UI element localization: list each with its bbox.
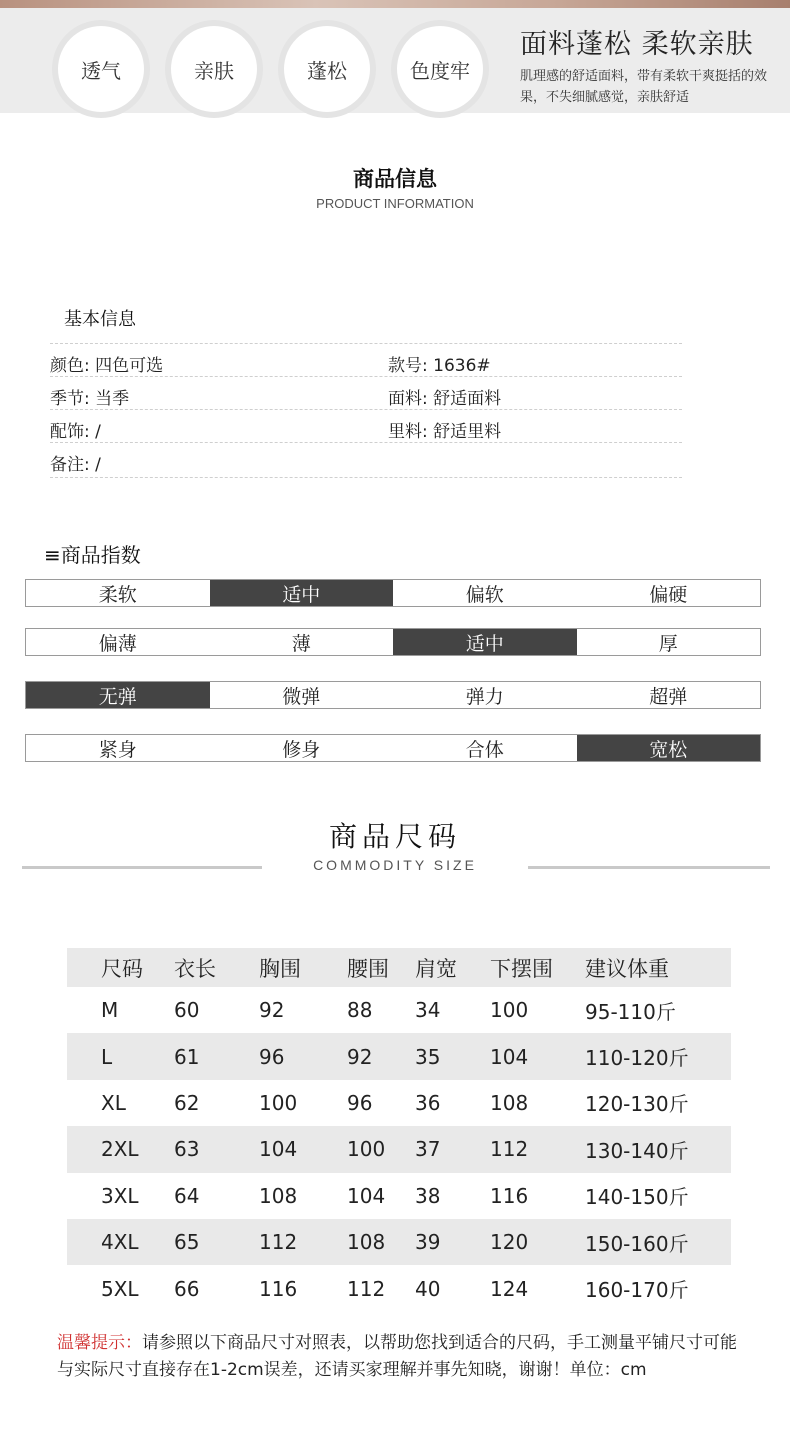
table-cell: 60 bbox=[174, 998, 200, 1023]
divider bbox=[50, 477, 682, 478]
info-accessory: 配饰: / bbox=[50, 422, 101, 442]
index-cell: 偏硬 bbox=[649, 583, 688, 606]
table-cell: 130-140斤 bbox=[585, 1126, 731, 1172]
table-cell: 63 bbox=[174, 1126, 259, 1172]
table-cell: 100 bbox=[490, 998, 529, 1023]
table-cell: 65 bbox=[174, 1219, 259, 1265]
table-cell: 95-110斤 bbox=[585, 999, 676, 1024]
table-row bbox=[67, 1219, 731, 1265]
table-cell: 5XL bbox=[101, 1276, 139, 1301]
tips-text: 请参照以下商品尺寸对照表，以帮助您找到适合的尺码，手工测量平铺尺寸可能与实际尺寸直接存在1-2cm误差，还请买家理解并事先知晓，谢谢！单位：cm bbox=[57, 1333, 737, 1380]
table-cell: 100 bbox=[259, 1090, 298, 1115]
table-cell: 96 bbox=[347, 1090, 373, 1115]
table-cell: 38 bbox=[415, 1183, 441, 1208]
table-cell: 120-130斤 bbox=[585, 1092, 689, 1117]
table-cell: 108 bbox=[347, 1219, 415, 1265]
size-table bbox=[67, 948, 731, 1312]
index-cell: 偏薄 bbox=[98, 632, 137, 655]
banner-title: 面料蓬松 柔软亲肤 bbox=[520, 29, 754, 60]
size-section-subtitle: COMMODITY SIZE bbox=[313, 857, 477, 873]
table-cell: XL bbox=[101, 1090, 126, 1115]
table-cell: L bbox=[67, 1033, 174, 1079]
feature-fluffy: 蓬松 bbox=[284, 26, 370, 112]
table-cell: 104 bbox=[490, 1033, 585, 1079]
index-row-elasticity bbox=[25, 681, 761, 709]
divider bbox=[50, 343, 682, 344]
index-cell: 适中 bbox=[210, 580, 394, 606]
index-cell: 修身 bbox=[282, 738, 321, 761]
table-header-cell: 衣长 bbox=[174, 948, 259, 987]
index-cell: 薄 bbox=[291, 632, 311, 655]
table-cell: 88 bbox=[347, 998, 373, 1023]
feature-colorfast: 色度牢 bbox=[397, 26, 483, 112]
info-style-number: 款号: 1636# bbox=[388, 356, 491, 376]
info-note: 备注: / bbox=[50, 455, 101, 475]
top-photo-strip bbox=[0, 0, 790, 8]
info-lining: 里料: 舒适里料 bbox=[388, 422, 502, 442]
table-cell: 160-170斤 bbox=[585, 1278, 689, 1303]
table-cell: 140-150斤 bbox=[585, 1185, 689, 1210]
table-cell: 92 bbox=[259, 998, 285, 1023]
table-cell: 108 bbox=[259, 1183, 298, 1208]
table-row bbox=[67, 987, 731, 1033]
index-cell: 偏软 bbox=[465, 583, 504, 606]
table-cell: 39 bbox=[415, 1219, 490, 1265]
table-cell: 116 bbox=[259, 1276, 298, 1301]
table-header-cell: 建议体重 bbox=[585, 948, 731, 987]
table-cell: 100 bbox=[347, 1126, 415, 1172]
product-info-title: 商品信息 bbox=[353, 167, 437, 191]
table-cell: 150-160斤 bbox=[585, 1219, 731, 1265]
table-cell: 112 bbox=[259, 1219, 347, 1265]
divider bbox=[50, 409, 682, 410]
table-cell: 96 bbox=[259, 1033, 347, 1079]
index-cell: 适中 bbox=[393, 629, 577, 655]
feature-skin-friendly: 亲肤 bbox=[171, 26, 257, 112]
index-cell: 微弹 bbox=[282, 685, 321, 708]
divider bbox=[22, 866, 262, 869]
info-season: 季节: 当季 bbox=[50, 389, 130, 409]
table-cell: 104 bbox=[259, 1126, 347, 1172]
index-cell: 合体 bbox=[465, 738, 504, 761]
basic-info-heading: 基本信息 bbox=[64, 309, 136, 330]
size-tips bbox=[57, 1330, 737, 1384]
table-header-cell: 尺码 bbox=[67, 948, 174, 987]
table-cell: 3XL bbox=[101, 1183, 139, 1208]
index-row-softness bbox=[25, 579, 761, 607]
table-header-cell: 胸围 bbox=[259, 948, 347, 987]
table-row bbox=[67, 1126, 731, 1172]
table-cell: 61 bbox=[174, 1033, 259, 1079]
table-cell: 40 bbox=[415, 1276, 441, 1301]
index-cell: 宽松 bbox=[577, 735, 761, 761]
table-cell: 112 bbox=[347, 1276, 386, 1301]
table-header-cell: 下摆围 bbox=[490, 948, 585, 987]
table-cell: 92 bbox=[347, 1033, 415, 1079]
table-header-cell: 腰围 bbox=[347, 948, 415, 987]
table-cell: 116 bbox=[490, 1183, 529, 1208]
table-row bbox=[67, 1173, 731, 1219]
table-cell: 4XL bbox=[67, 1219, 174, 1265]
index-cell: 弹力 bbox=[465, 685, 504, 708]
table-cell: 37 bbox=[415, 1126, 490, 1172]
table-cell: 110-120斤 bbox=[585, 1033, 731, 1079]
index-cell: 紧身 bbox=[98, 738, 137, 761]
table-cell: 124 bbox=[490, 1276, 529, 1301]
product-index-heading: ≡商品指数 bbox=[44, 543, 141, 567]
table-cell: 35 bbox=[415, 1033, 490, 1079]
table-cell: 120 bbox=[490, 1219, 585, 1265]
divider bbox=[528, 866, 770, 869]
table-header-row bbox=[67, 948, 731, 987]
table-cell: 66 bbox=[174, 1276, 200, 1301]
divider bbox=[50, 442, 682, 443]
index-cell: 无弹 bbox=[26, 682, 210, 708]
table-row bbox=[67, 1033, 731, 1079]
index-row-fit bbox=[25, 734, 761, 762]
table-cell: 112 bbox=[490, 1126, 585, 1172]
table-row bbox=[67, 1265, 731, 1311]
table-cell: 104 bbox=[347, 1183, 386, 1208]
feature-banner bbox=[0, 8, 790, 113]
table-cell: 62 bbox=[174, 1090, 200, 1115]
info-color: 颜色: 四色可选 bbox=[50, 356, 164, 376]
table-row bbox=[67, 1080, 731, 1126]
table-cell: 64 bbox=[174, 1183, 200, 1208]
index-cell: 超弹 bbox=[649, 685, 688, 708]
table-header-cell: 肩宽 bbox=[415, 948, 490, 987]
index-cell: 厚 bbox=[658, 632, 678, 655]
divider bbox=[50, 376, 682, 377]
table-cell: 34 bbox=[415, 998, 441, 1023]
index-row-thickness bbox=[25, 628, 761, 656]
tips-label: 温馨提示： bbox=[57, 1333, 142, 1353]
product-info-subtitle: PRODUCT INFORMATION bbox=[316, 196, 474, 211]
info-fabric: 面料: 舒适面料 bbox=[388, 389, 502, 409]
table-cell: 36 bbox=[415, 1090, 441, 1115]
table-cell: M bbox=[101, 998, 119, 1023]
size-section-title: 商品尺码 bbox=[328, 820, 461, 853]
banner-description: 肌理感的舒适面料，带有柔软干爽挺括的效果，不失细腻感觉，亲肤舒适 bbox=[520, 69, 768, 105]
table-cell: 108 bbox=[490, 1090, 529, 1115]
feature-breathable: 透气 bbox=[58, 26, 144, 112]
table-cell: 2XL bbox=[67, 1126, 174, 1172]
index-cell: 柔软 bbox=[98, 583, 137, 606]
